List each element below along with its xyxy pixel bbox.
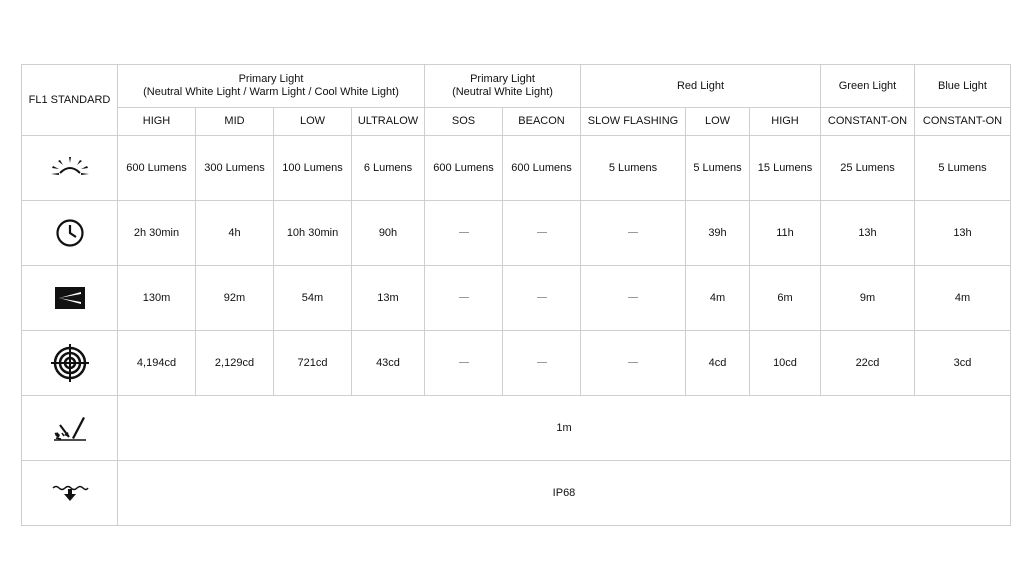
table-cell: 4h: [196, 201, 274, 266]
table-cell: [581, 266, 686, 331]
row-icon-cell: [22, 136, 118, 201]
group-primary-light: [118, 65, 425, 108]
empty-dash: [628, 362, 638, 363]
table-cell: 130m: [118, 266, 196, 331]
empty-dash: [537, 232, 547, 233]
mode-header: MID: [196, 108, 274, 136]
table-cell: 100 Lumens: [274, 136, 352, 201]
table-cell: 2h 30min: [118, 201, 196, 266]
group-title: Primary Light: [470, 73, 535, 85]
table-cell: 600 Lumens: [503, 136, 581, 201]
table-cell: 15 Lumens: [750, 136, 821, 201]
table-cell: 39h: [686, 201, 750, 266]
table-row: [22, 461, 1011, 526]
table-cell: 5 Lumens: [581, 136, 686, 201]
table-cell: [581, 331, 686, 396]
table-cell: 92m: [196, 266, 274, 331]
empty-dash: [537, 297, 547, 298]
table-cell: [425, 331, 503, 396]
empty-dash: [537, 362, 547, 363]
row-icon-cell: [22, 266, 118, 331]
group-green-light: Green Light: [821, 65, 915, 108]
mode-header: LOW: [686, 108, 750, 136]
group-subtitle: (Neutral White Light): [452, 86, 553, 98]
row-icon-cell: [22, 461, 118, 526]
table-cell: 3cd: [915, 331, 1011, 396]
table-cell: 4m: [686, 266, 750, 331]
table-row: [22, 331, 1011, 396]
mode-header: HIGH: [750, 108, 821, 136]
mode-header: HIGH: [118, 108, 196, 136]
table-row: [22, 266, 1011, 331]
table-cell: 54m: [274, 266, 352, 331]
brightness-icon: [50, 155, 90, 181]
table-cell: 9m: [821, 266, 915, 331]
group-header-row: [22, 65, 1011, 108]
table-cell: 22cd: [821, 331, 915, 396]
mode-header: SOS: [425, 108, 503, 136]
empty-dash: [628, 232, 638, 233]
mode-header: BEACON: [503, 108, 581, 136]
empty-dash: [459, 232, 469, 233]
table-cell: [581, 201, 686, 266]
waterproof-icon: [51, 482, 89, 504]
table-cell: [503, 201, 581, 266]
table-cell: 4,194cd: [118, 331, 196, 396]
table-cell: 43cd: [352, 331, 425, 396]
row-icon-cell: [22, 331, 118, 396]
table-cell: 10cd: [750, 331, 821, 396]
table-cell: 2,129cd: [196, 331, 274, 396]
table-cell: 4m: [915, 266, 1011, 331]
group-blue-light: Blue Light: [915, 65, 1011, 108]
impact-value: 1m: [118, 396, 1011, 461]
table-row: [22, 201, 1011, 266]
table-cell: 6 Lumens: [352, 136, 425, 201]
clock-icon: [55, 218, 85, 248]
group-primary-light-neutral: [425, 65, 581, 108]
table-cell: 13h: [821, 201, 915, 266]
mode-header: SLOW FLASHING: [581, 108, 686, 136]
group-title: Primary Light: [238, 73, 304, 85]
table-cell: 11h: [750, 201, 821, 266]
table-cell: 5 Lumens: [915, 136, 1011, 201]
spec-table: [21, 64, 1011, 526]
corner-label: FL1 STANDARD: [22, 65, 118, 136]
table-cell: 13h: [915, 201, 1011, 266]
empty-dash: [459, 297, 469, 298]
table-cell: 300 Lumens: [196, 136, 274, 201]
group-subtitle: (Neutral White Light / Warm Light / Cool White Light): [143, 86, 399, 98]
table-cell: 5 Lumens: [686, 136, 750, 201]
mode-header-row: [22, 108, 1011, 136]
table-cell: [425, 266, 503, 331]
beam-distance-icon: [54, 285, 86, 311]
impact-resistance-icon: [52, 413, 88, 443]
table-cell: 10h 30min: [274, 201, 352, 266]
waterproof-value: IP68: [118, 461, 1011, 526]
table-cell: 600 Lumens: [425, 136, 503, 201]
row-icon-cell: [22, 201, 118, 266]
table-cell: [503, 266, 581, 331]
table-cell: [425, 201, 503, 266]
mode-header: LOW: [274, 108, 352, 136]
mode-header: CONSTANT-ON: [821, 108, 915, 136]
empty-dash: [628, 297, 638, 298]
empty-dash: [459, 362, 469, 363]
table-cell: 721cd: [274, 331, 352, 396]
table-cell: 600 Lumens: [118, 136, 196, 201]
mode-header: CONSTANT-ON: [915, 108, 1011, 136]
group-red-light: Red Light: [581, 65, 821, 108]
table-cell: [503, 331, 581, 396]
row-icon-cell: [22, 396, 118, 461]
table-cell: 25 Lumens: [821, 136, 915, 201]
target-intensity-icon: [50, 343, 90, 383]
table-cell: 6m: [750, 266, 821, 331]
table-cell: 13m: [352, 266, 425, 331]
table-cell: 4cd: [686, 331, 750, 396]
table-cell: 90h: [352, 201, 425, 266]
table-row: [22, 396, 1011, 461]
table-row: [22, 136, 1011, 201]
mode-header: ULTRALOW: [352, 108, 425, 136]
